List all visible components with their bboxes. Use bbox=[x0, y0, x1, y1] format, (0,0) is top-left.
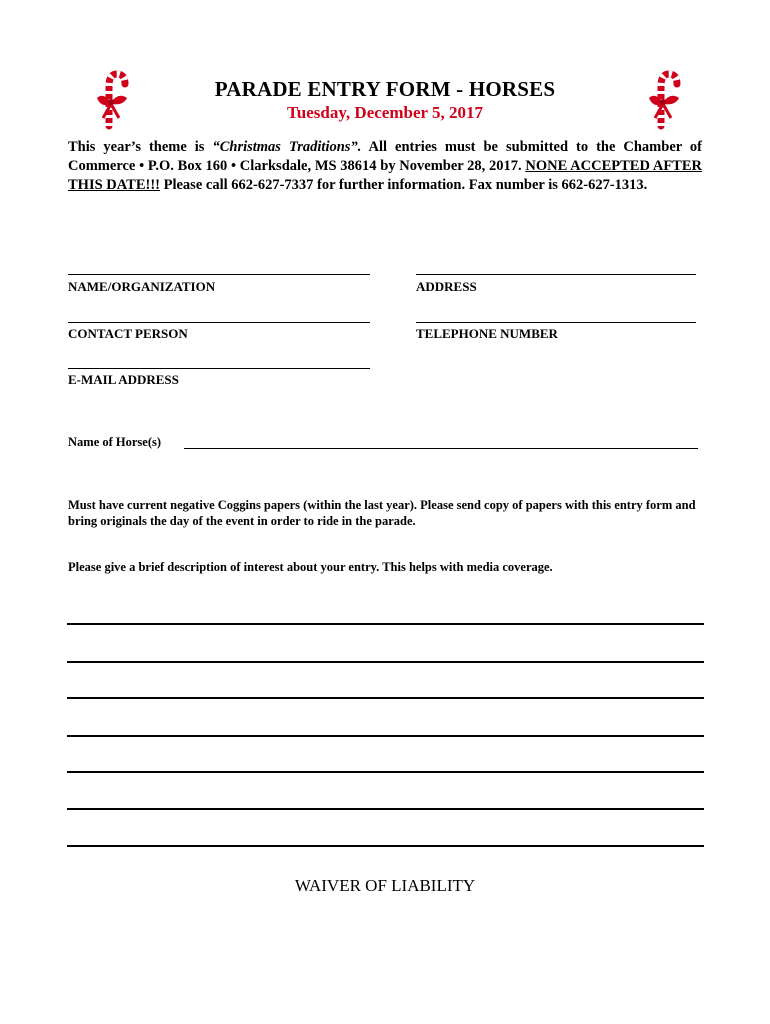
telephone-line[interactable] bbox=[416, 322, 696, 323]
description-prompt: Please give a brief description of interest about your entry. This helps with media coverage. bbox=[68, 560, 553, 574]
contact-person-label: CONTACT PERSON bbox=[68, 326, 188, 341]
address-label: ADDRESS bbox=[416, 279, 477, 294]
deadline-warning: NONE ACCEPTED AFTER THIS DATE!!! bbox=[68, 158, 702, 193]
description-line[interactable] bbox=[67, 735, 704, 737]
description-line[interactable] bbox=[67, 771, 704, 773]
form-title: PARADE ENTRY FORM - HORSES bbox=[214, 77, 556, 101]
intro-text: Please call 662-627-7337 for further information. Fax number is 662-627-1313. bbox=[159, 177, 648, 193]
waiver-heading: WAIVER OF LIABILITY bbox=[294, 876, 476, 895]
description-line[interactable] bbox=[67, 623, 704, 625]
coggins-note: Must have current negative Coggins papers (within the last year). Please send copy of papers with this entry form and bring originals the day of the event in order to ride in the parade. bbox=[68, 498, 696, 528]
theme-text: “Christmas Traditions”. bbox=[212, 139, 362, 155]
description-line[interactable] bbox=[67, 845, 704, 847]
horse-name-label: Name of Horse(s) bbox=[68, 435, 162, 449]
address-line[interactable] bbox=[416, 274, 696, 275]
contact-person-line[interactable] bbox=[68, 322, 370, 323]
description-line[interactable] bbox=[67, 808, 704, 810]
intro-text: All entries must be submitted to the Chamber of Commerce • P.O. Box 160 • Clarksdale, MS 38614 by November 28, 2017. bbox=[68, 139, 702, 174]
intro-text: This year’s theme is bbox=[68, 139, 213, 155]
intro-paragraph bbox=[68, 138, 702, 195]
description-line[interactable] bbox=[67, 697, 704, 699]
name-org-line[interactable] bbox=[68, 274, 370, 275]
horse-name-line[interactable] bbox=[184, 448, 698, 449]
telephone-label: TELEPHONE NUMBER bbox=[416, 326, 558, 341]
name-org-label: NAME/ORGANIZATION bbox=[68, 279, 216, 294]
email-label: E-MAIL ADDRESS bbox=[68, 372, 179, 387]
description-line[interactable] bbox=[67, 661, 704, 663]
event-date: Tuesday, December 5, 2017 bbox=[287, 103, 483, 122]
email-line[interactable] bbox=[68, 368, 370, 369]
